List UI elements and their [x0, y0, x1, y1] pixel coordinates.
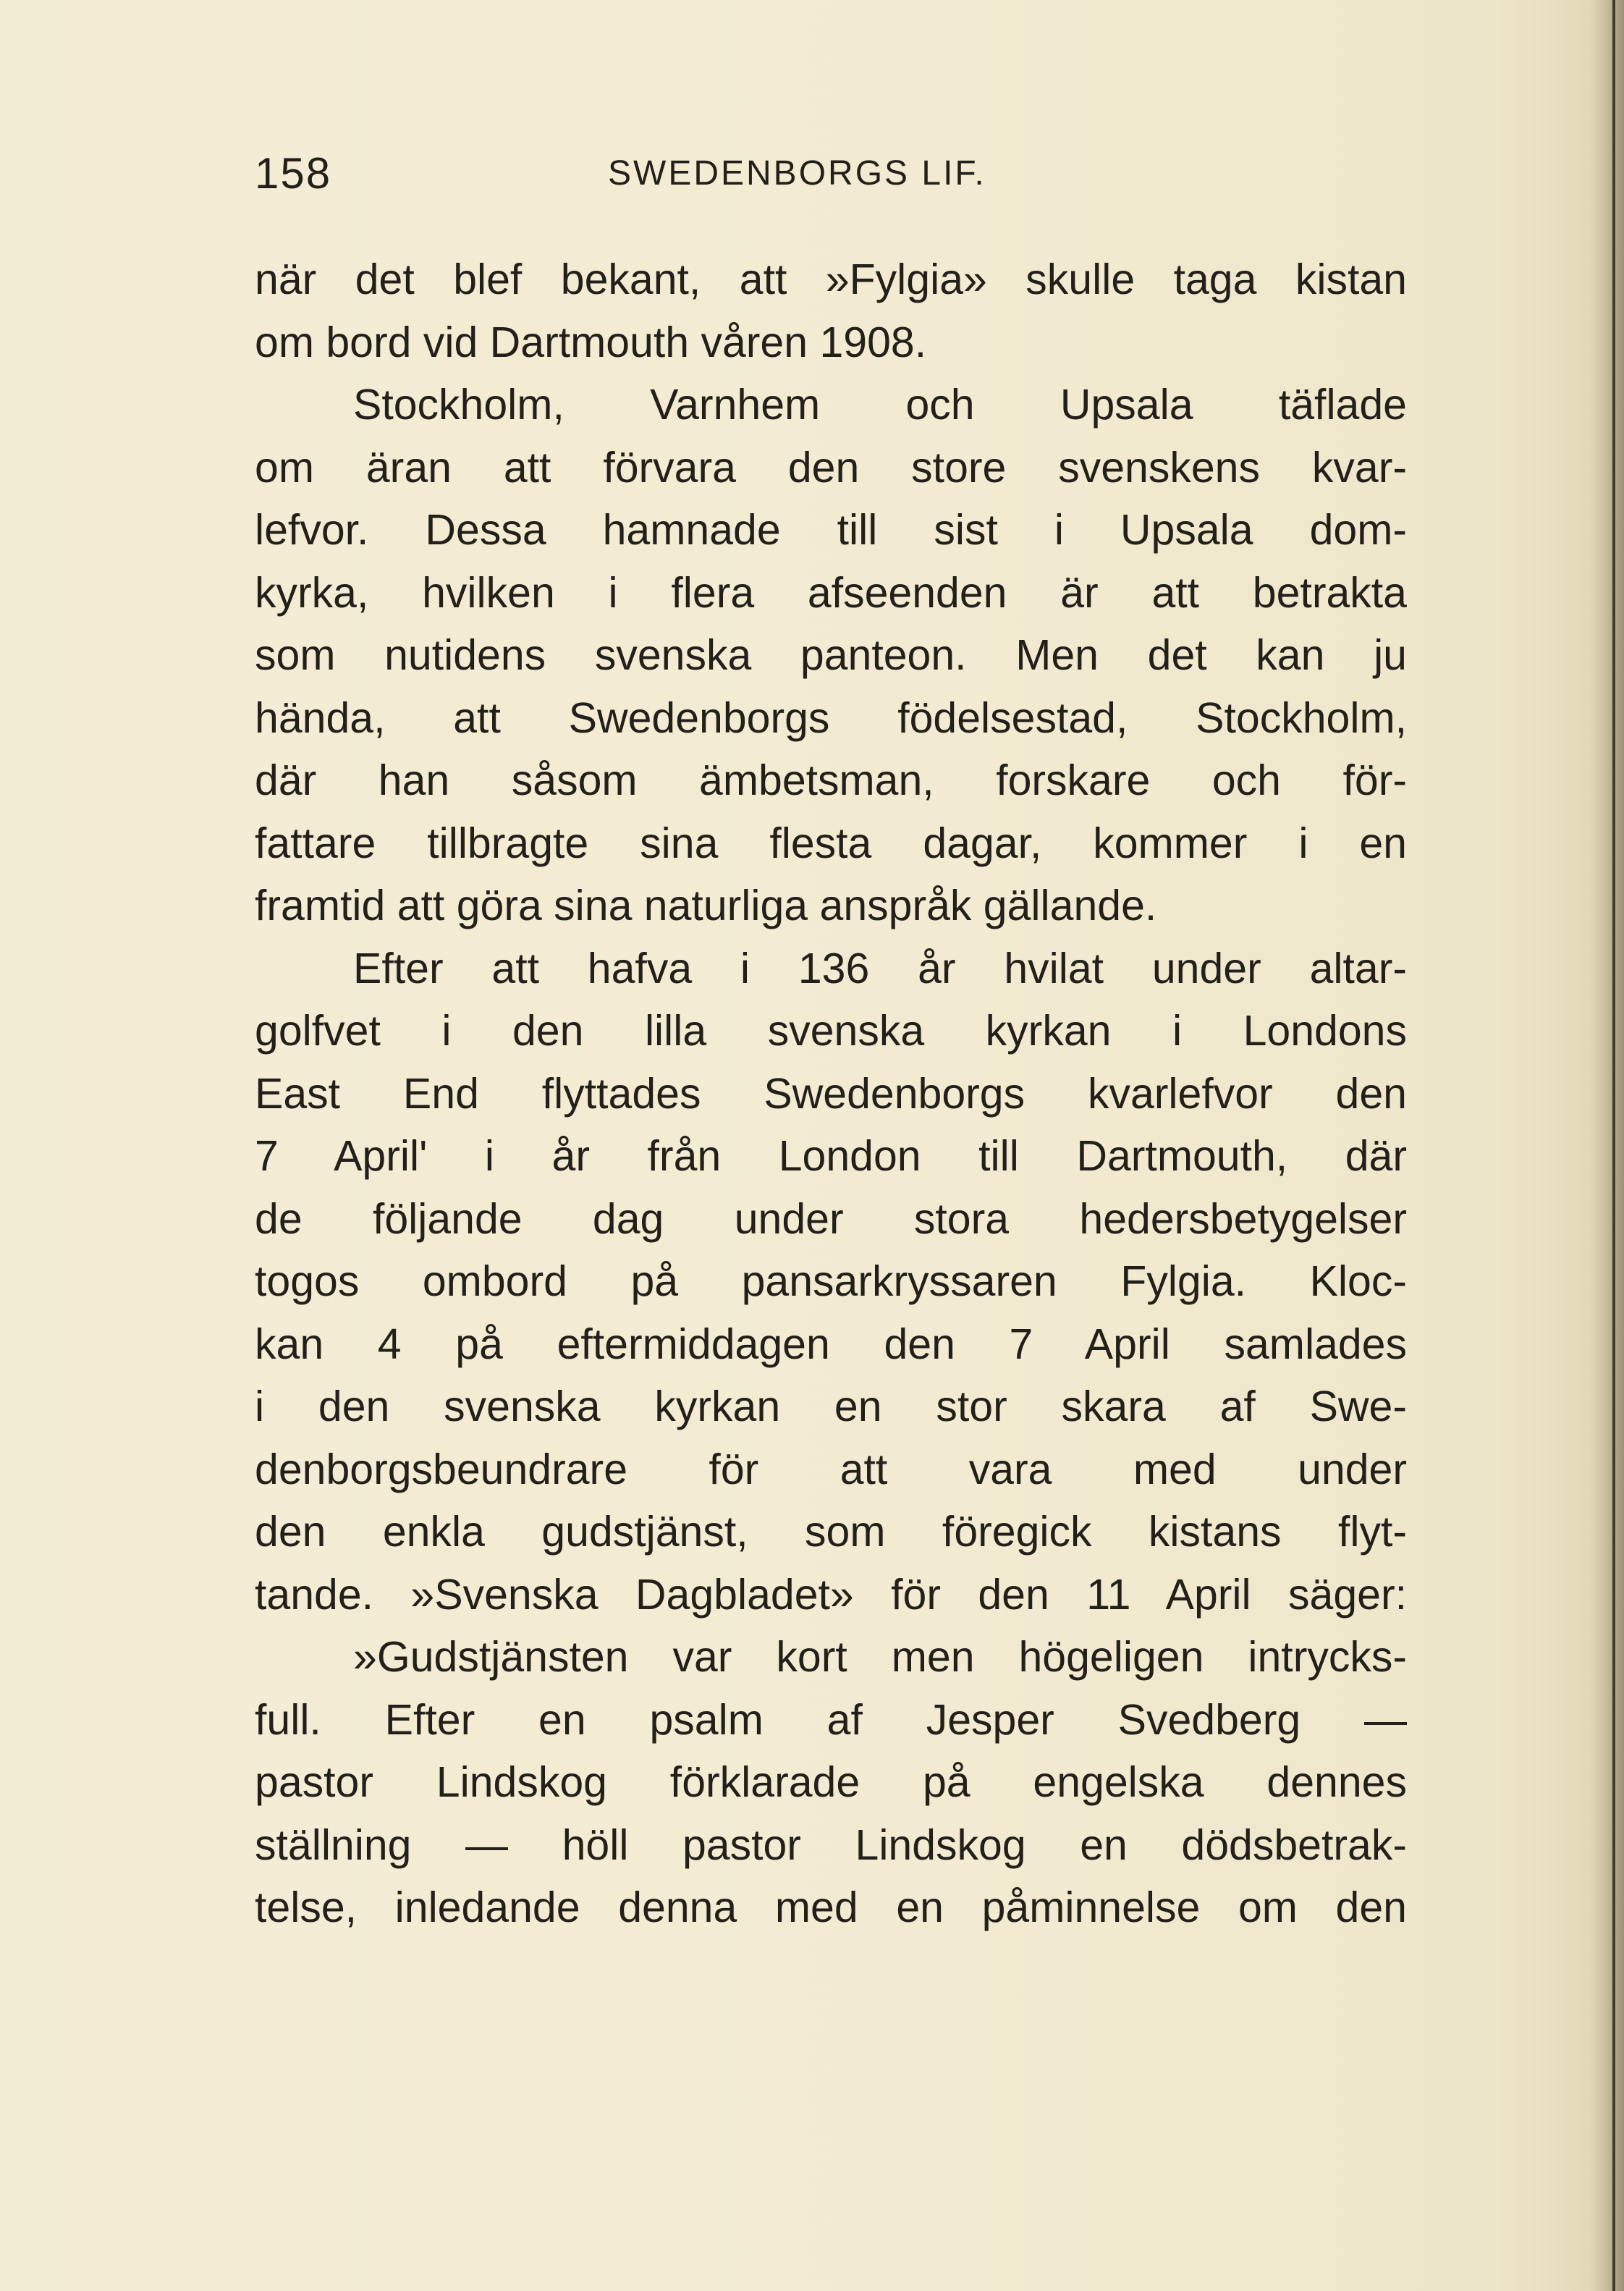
text-line: kyrka, hvilken i flera afseenden är att betrakta [255, 568, 1407, 617]
text-line: ställning — höll pastor Lindskog en dödsbetrak- [255, 1820, 1407, 1869]
text-line: togos ombord på pansarkryssaren Fylgia. Kloc- [255, 1257, 1407, 1305]
text-line: kan 4 på eftermiddagen den 7 April samlades [255, 1320, 1407, 1368]
text-line: som nutidens svenska panteon. Men det kan ju [255, 631, 1407, 679]
text-line: när det blef bekant, att »Fylgia» skulle taga kistan [255, 256, 1407, 303]
text-line: om bord vid Dartmouth våren 1908. [255, 318, 927, 366]
body-text [255, 248, 1407, 1939]
text-line: Efter att hafva i 136 år hvilat under altar- [353, 944, 1407, 992]
page-number: 158 [255, 149, 332, 198]
page-header [255, 148, 1413, 199]
page-edge-shadow [1589, 0, 1624, 2291]
text-line: denborgsbeundrare för att vara med under [255, 1445, 1407, 1493]
text-line: om äran att förvara den store svenskens kvar- [255, 443, 1407, 491]
text-line: fattare tillbragte sina flesta dagar, kommer i en [255, 819, 1407, 867]
text-line: där han såsom ämbetsman, forskare och för- [255, 756, 1407, 804]
text-line: den enkla gudstjänst, som föregick kistans flyt- [255, 1508, 1407, 1556]
text-line: golfvet i den lilla svenska kyrkan i Londons [255, 1007, 1407, 1055]
text-line: hända, att Swedenborgs födelsestad, Stockholm, [255, 693, 1407, 742]
text-line: 7 April' i år från London till Dartmouth, där [255, 1132, 1407, 1180]
text-line: full. Efter en psalm af Jesper Svedberg — [255, 1695, 1407, 1744]
text-line: tande. »Svenska Dagbladet» för den 11 April säger: [255, 1570, 1407, 1619]
text-line: Stockholm, Varnhem och Upsala täflade [353, 381, 1407, 429]
page-edge-line [1612, 0, 1615, 2291]
text-line: framtid att göra sina naturliga anspråk gällande. [255, 882, 1157, 929]
text-line: telse, inledande denna med en påminnelse om den [255, 1883, 1407, 1931]
running-head: SWEDENBORGS LIF. [608, 154, 986, 193]
text-line: i den svenska kyrkan en stor skara af Swe- [255, 1383, 1407, 1430]
text-line: pastor Lindskog förklarade på engelska dennes [255, 1758, 1407, 1806]
text-line: East End flyttades Swedenborgs kvarlefvor den [255, 1069, 1407, 1118]
text-line: de följande dag under stora hedersbetygelser [255, 1194, 1407, 1243]
text-line: »Gudstjänsten var kort men högeligen intrycks- [353, 1633, 1407, 1681]
text-line: lefvor. Dessa hamnade till sist i Upsala dom- [255, 506, 1407, 554]
